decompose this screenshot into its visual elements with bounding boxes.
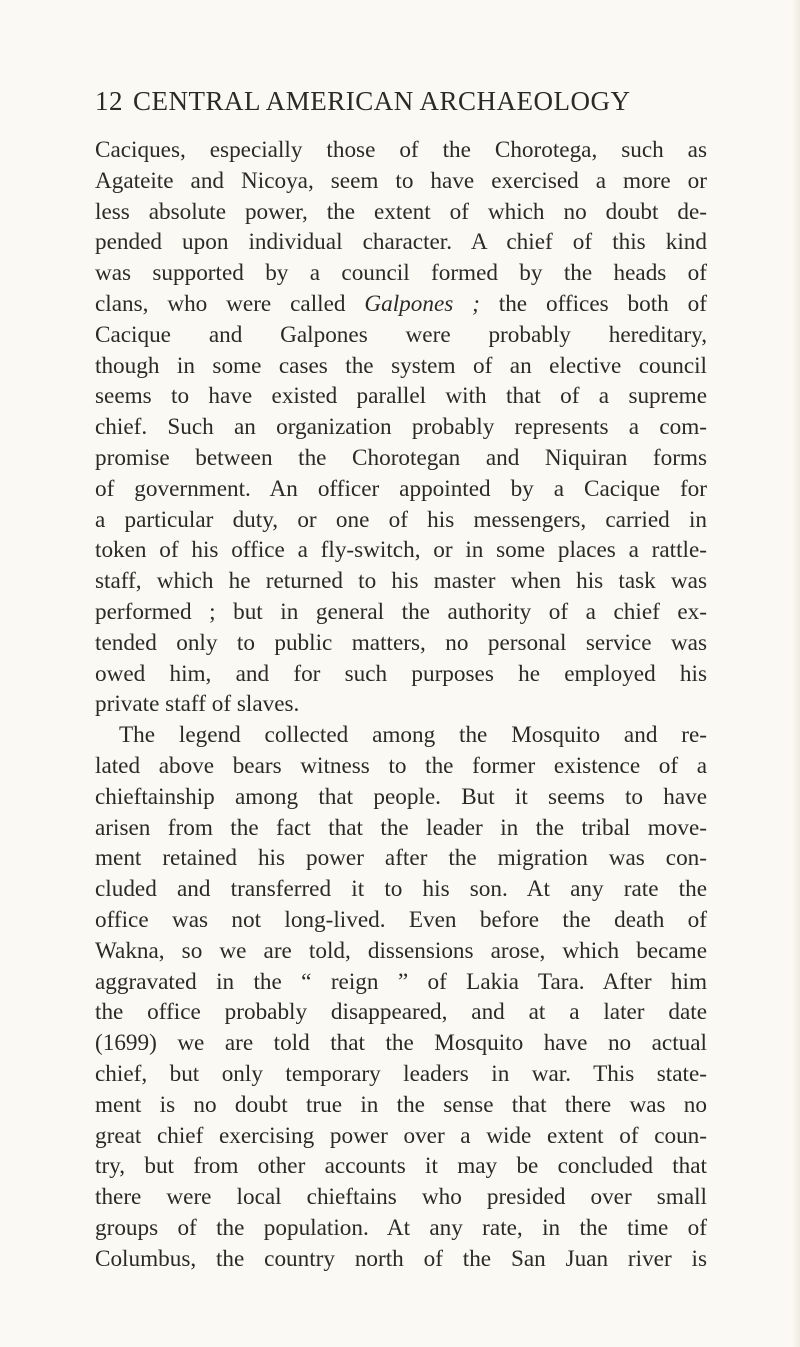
text-line: office was not long-lived. Even before the death of [95,906,707,933]
text-line: of government. An officer appointed by a Cacique for [95,475,707,502]
text-line: though in some cases the system of an elective council [95,352,707,379]
text-line: less absolute power, the extent of which no doubt de- [95,198,707,225]
text-line: pended upon individual character. A chief of this kind [95,229,707,256]
text-line: chief, but only temporary leaders in war. This state- [95,1060,707,1087]
text-line: a particular duty, or one of his messengers, carried in [95,506,707,533]
text-line: The legend collected among the Mosquito and re- [119,722,707,749]
text-line: aggravated in the “ reign ” of Lakia Tara. After him [95,968,707,995]
page-edge-shadow [792,0,800,1347]
text-line: Columbus, the country north of the San Juan river is [95,1245,707,1272]
text-line: token of his office a fly-switch, or in some places a rattle- [95,537,707,564]
text-line: arisen from the fact that the leader in the tribal move- [95,814,707,841]
text-line: was supported by a council formed by the heads of [95,260,707,287]
text-line: (1699) we are told that the Mosquito have no actual [95,1030,707,1057]
text-line: ment is no doubt true in the sense that there was no [95,1091,707,1118]
text-line: tended only to public matters, no personal service was [95,629,707,656]
text-line: cluded and transferred it to his son. At any rate the [95,876,707,903]
text-line: performed ; but in general the authority of a chief ex- [95,598,707,625]
text-line: ment retained his power after the migration was con- [95,845,707,872]
text-segment: the offices both of [479,290,707,317]
text-line: chieftainship among that people. But it seems to have [95,783,707,810]
italic-term: Galpones ; [364,290,480,317]
text-line: lated above bears witness to the former existence of a [95,752,707,779]
text-line: chief. Such an organization probably represents a com- [95,414,707,441]
body-text [95,135,707,1274]
text-line: promise between the Chorotegan and Niquiran forms [95,444,707,471]
text-line: seems to have existed parallel with that of a supreme [95,383,707,410]
text-segment: clans, who were called [95,290,365,317]
text-line: Wakna, so we are told, dissensions arose, which became [95,937,707,964]
text-line: private staff of slaves. [95,691,300,718]
text-line [95,289,707,320]
text-line: staff, which he returned to his master when his task was [95,568,707,595]
text-line: Agateite and Nicoya, seem to have exercised a more or [95,167,707,194]
running-title: CENTRAL AMERICAN ARCHAEOLOGY [133,86,631,116]
text-line: groups of the population. At any rate, in the time of [95,1214,707,1241]
text-line: great chief exercising power over a wide extent of coun- [95,1122,707,1149]
text-line: try, but from other accounts it may be concluded that [95,1153,707,1180]
text-line: owed him, and for such purposes he employed his [95,660,707,687]
text-line: Caciques, especially those of the Chorotega, such as [95,137,707,163]
running-header [95,86,705,117]
text-line: the office probably disappeared, and at a later date [95,999,707,1026]
text-line: there were local chieftains who presided over small [95,1184,707,1211]
page-number: 12 [95,86,123,116]
text-line: Cacique and Galpones were probably hereditary, [95,321,707,348]
